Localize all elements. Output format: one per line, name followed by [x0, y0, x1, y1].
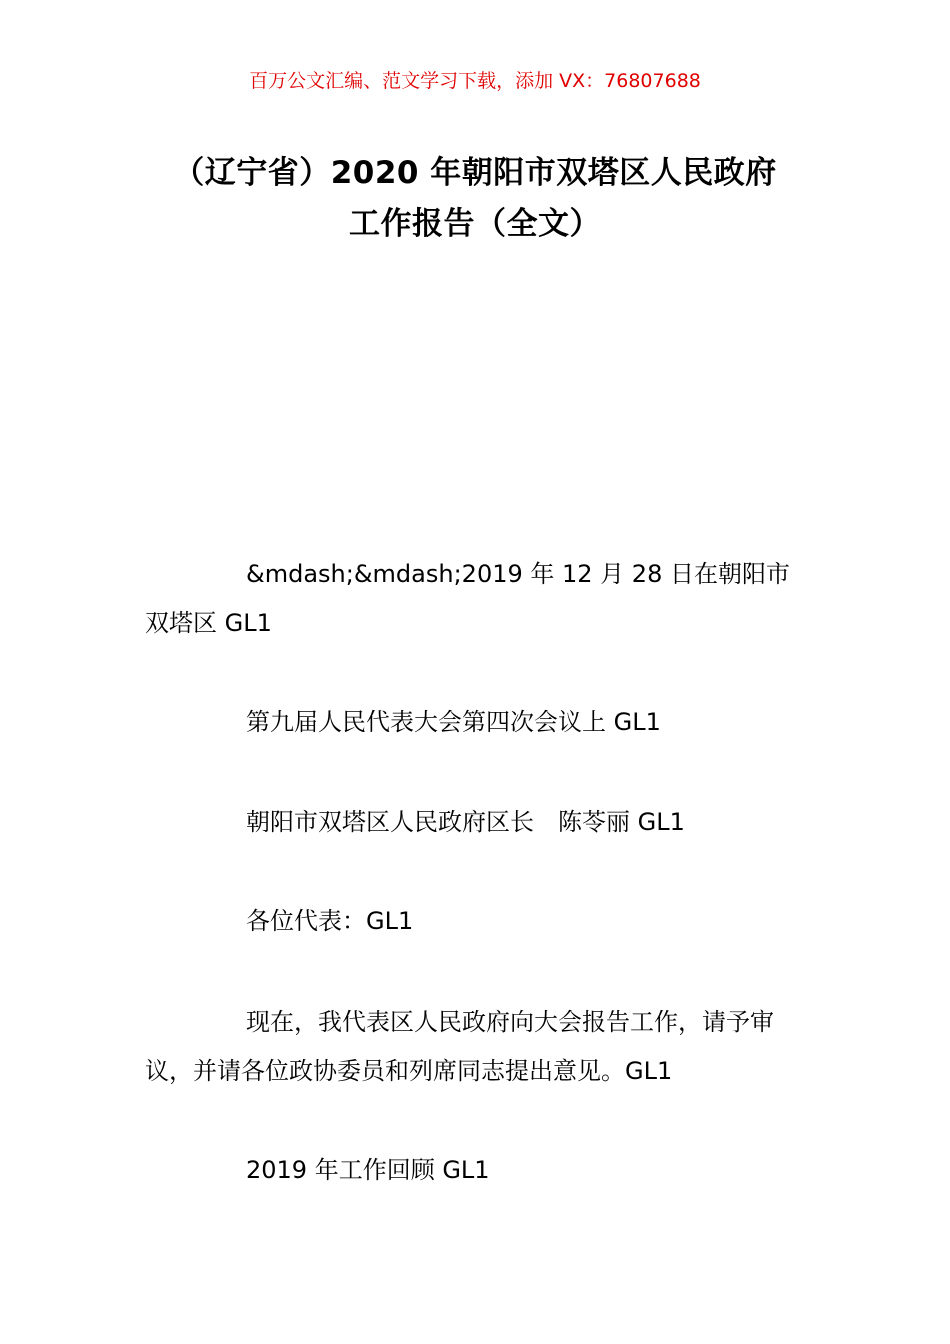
section-heading-review: 2019 年工作回顾 GL1 [246, 1156, 490, 1184]
promo-header-note: 百万公文汇编、范文学习下载，添加 VX：76807688 [249, 70, 701, 92]
paragraph-speaker: 朝阳市双塔区人民政府区长 陈苓丽 GL1 [246, 808, 685, 836]
document-title [100, 148, 850, 250]
paragraph-date-venue: &mdash;&mdash;2019 年 12 月 28 日在朝阳市双塔区 GL1 [145, 560, 790, 637]
document-title-line-1: （辽宁省）2020 年朝阳市双塔区人民政府 [173, 155, 777, 191]
paragraph-opening: 现在，我代表区人民政府向大会报告工作，请予审议，并请各位政协委员和列席同志提出意见。GL1 [145, 1008, 774, 1085]
document-title-line-2: 工作报告（全文） [349, 206, 601, 242]
paragraph-salutation: 各位代表：GL1 [246, 907, 414, 935]
paragraph-session: 第九届人民代表大会第四次会议上 GL1 [246, 708, 661, 736]
